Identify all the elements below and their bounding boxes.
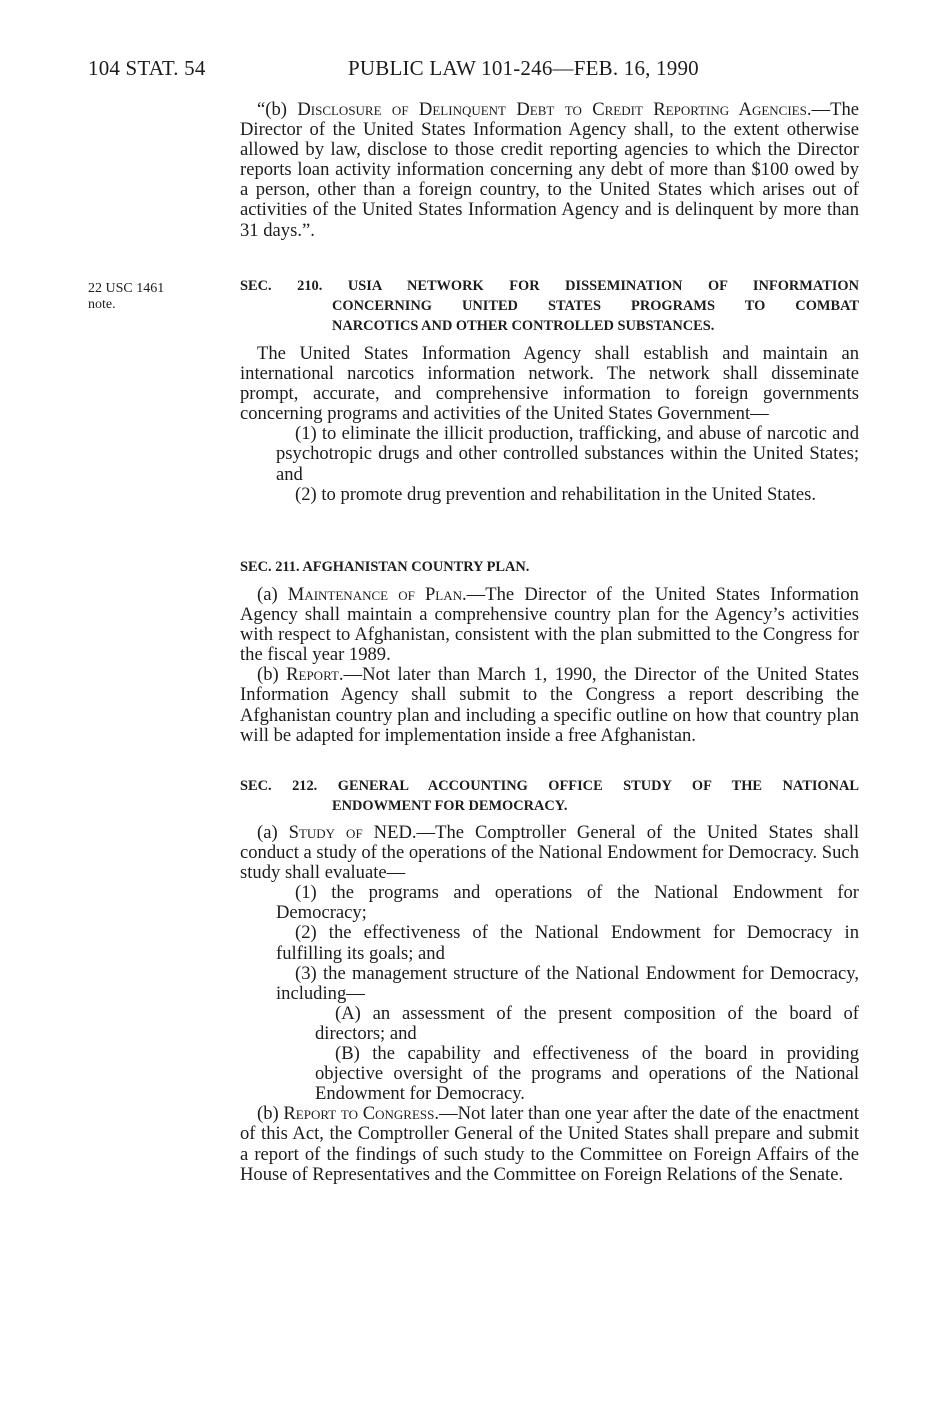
sec212-body [240, 823, 859, 1185]
margin-note: 22 USC 1461 note. [88, 281, 165, 312]
sec210-intro: The United States Information Agency shall establish and maintain an international narcotics information network. The network shall disseminate prompt, accurate, and comprehensive information to foreign governments concerning programs and activities of the United States Government— [240, 343, 859, 425]
sec212-subitem-a: (A) an assessment of the present composition of the board of directors; and [315, 1002, 859, 1044]
sec212-item-3: (3) the management structure of the National Endowment for Democracy, including— [276, 962, 859, 1004]
sec210-heading: SEC. 210. USIA NETWORK FOR DISSEMINATION OF INFORMATION CONCERNING UNITED STATES PROGRAMS TO COMBAT NARCOTICS AND OTHER CONTROLLED SUBSTANCES. [240, 278, 859, 334]
disclosure-heading: Disclosure of Delinquent Debt to Credit Reporting Agencies [297, 99, 807, 120]
sec212-a: (a) Study of NED.—The Comptroller General of the United States shall conduct a study of the operations of the National Endowment for Democracy. Such study shall evaluate— [240, 822, 859, 884]
sec212-item-1: (1) the programs and operations of the National Endowment for Democracy; [276, 882, 859, 924]
sec210-item-2: (2) to promote drug prevention and rehabilitation in the United States. [295, 483, 817, 505]
disclosure-paragraph: “(b) Disclosure of Delinquent Debt to Credit Reporting Agencies.—The Director of the United States Information Agency shall, to the extent otherwise allowed by law, disclose to those credit reporting agencies to which the Director reports loan activity information concerning any debt of more than $100 owed by a person, other than a foreign country, to the United States which arises out of activities of the United States Information Agency and is delinquent by more than 31 days.”. [240, 99, 859, 241]
sec211-a: (a) Maintenance of Plan.—The Director of the United States Information Agency shall maintain a comprehensive country plan for the Agency’s activities with respect to Afghanistan, consistent with the plan submitted to the Congress for the fiscal year 1989. [240, 584, 859, 666]
sec211-body [240, 585, 859, 746]
sec210-body [240, 344, 859, 505]
disclosure-section [240, 100, 859, 241]
sec211-heading: SEC. 211. AFGHANISTAN COUNTRY PLAN. [240, 559, 530, 575]
running-header: PUBLIC LAW 101-246—FEB. 16, 1990 [348, 56, 699, 80]
page-stat-number: 104 STAT. 54 [88, 56, 206, 80]
sec210-item-1: (1) to eliminate the illicit production, trafficking, and abuse of narcotic and psychotropic drugs and other controlled substances within the United States; and [276, 423, 859, 485]
sec212-subitem-b: (B) the capability and effectiveness of the board in providing objective oversight of the programs and operations of the National Endowment for Democracy. [315, 1043, 859, 1105]
sec212-b: (b) Report to Congress.—Not later than one year after the date of the enactment of this Act, the Comptroller General of the United States shall prepare and submit a report of the findings of such study to the Committee on Foreign Affairs of the House of Representatives and the Committee on Foreign Relations of the Senate. [240, 1103, 859, 1185]
sec212-heading: SEC. 212. GENERAL ACCOUNTING OFFICE STUDY OF THE NATIONAL ENDOWMENT FOR DEMOCRACY. [240, 778, 859, 814]
sec212-item-2: (2) the effectiveness of the National Endowment for Democracy in fulfilling its goals; and [276, 922, 859, 964]
sec211-b: (b) Report.—Not later than March 1, 1990, the Director of the United States Information Agency shall submit to the Congress a report describing the Afghanistan country plan and including a specific outline on how that country plan will be adapted for implementation inside a free Afghanistan. [240, 664, 859, 746]
